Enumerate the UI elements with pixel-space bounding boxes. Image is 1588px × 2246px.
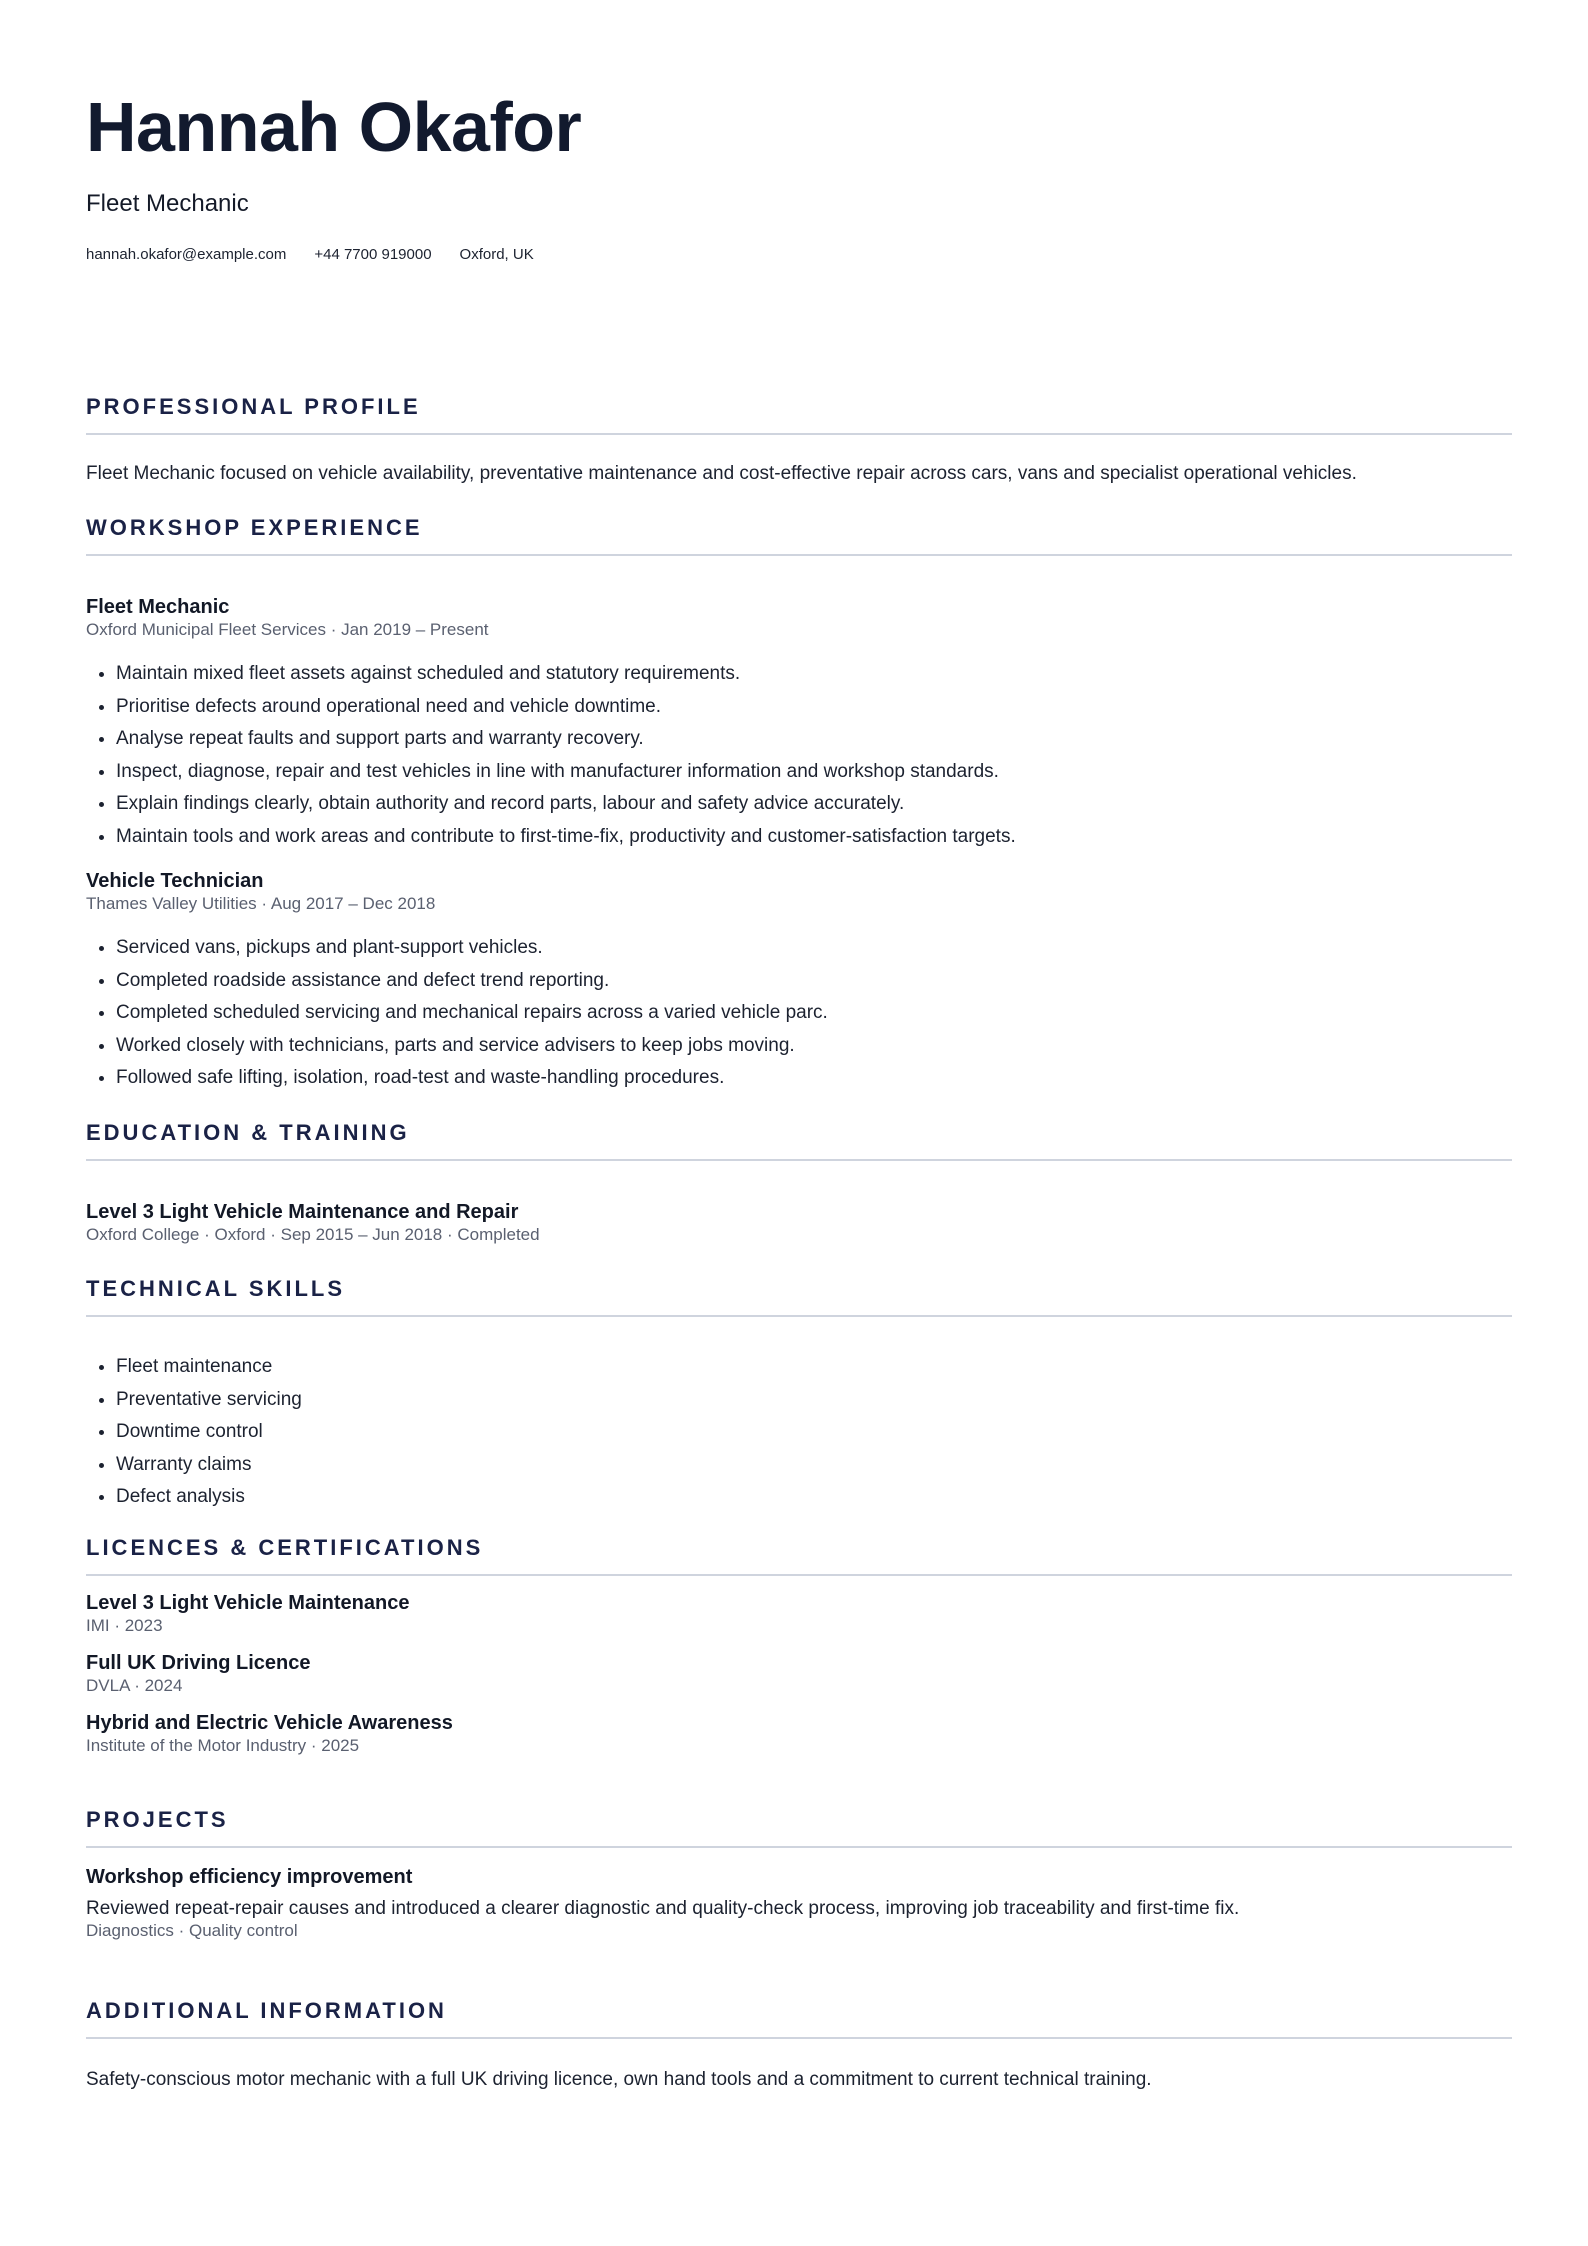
profile-text: Fleet Mechanic focused on vehicle availability, preventative maintenance and cost-effective repair across cars, vans and specialist operational vehicles. [86,463,1357,484]
certification-entry [86,1592,1512,1636]
skill-item: • Preventative servicing [116,1384,1512,1417]
section-education [86,1120,1512,1245]
section-title-skills: TECHNICAL SKILLS [86,1276,346,1301]
section-additional [86,1998,1512,2091]
job-entry [86,596,1512,853]
skill-item: • Warranty claims [116,1449,1512,1482]
section-profile [86,394,1512,485]
skill-item: • Defect analysis [116,1481,1512,1514]
candidate-name: Hannah Okafor [86,88,582,166]
candidate-role: Fleet Mechanic [86,190,249,217]
section-divider [86,554,1512,556]
section-skills [86,1276,1512,1514]
job-bullet: • Maintain mixed fleet assets against scheduled and statutory requirements. [116,658,1512,691]
section-title-education: EDUCATION & TRAINING [86,1120,410,1145]
job-bullets [86,658,1512,853]
certification-title: Full UK Driving Licence [86,1652,311,1674]
job-bullet: • Followed safe lifting, isolation, road-test and waste-handling procedures. [116,1062,1512,1095]
contact-email: hannah.okafor@example.com [86,246,287,263]
job-title: Fleet Mechanic [86,596,230,618]
job-bullet: • Worked closely with technicians, parts and service advisers to keep jobs moving. [116,1030,1512,1063]
section-title-profile: PROFESSIONAL PROFILE [86,394,421,419]
section-divider [86,1315,1512,1317]
contact-location: Oxford, UK [459,246,534,263]
skills-list [86,1351,1512,1514]
certification-meta: Institute of the Motor Industry · 2025 [86,1736,360,1755]
job-bullet: • Prioritise defects around operational need and vehicle downtime. [116,691,1512,724]
project-tags: Diagnostics · Quality control [86,1921,298,1940]
section-title-projects: PROJECTS [86,1807,229,1832]
job-bullet: • Inspect, diagnose, repair and test vehicles in line with manufacturer information and workshop standards. [116,756,1512,789]
section-title-experience: WORKSHOP EXPERIENCE [86,515,423,540]
section-experience [86,515,1512,1095]
section-divider [86,2037,1512,2039]
project-entry [86,1866,1512,1941]
job-title: Vehicle Technician [86,870,264,892]
job-bullet: • Maintain tools and work areas and contribute to first-time-fix, productivity and customer-satisfaction targets. [116,821,1512,854]
certification-title: Level 3 Light Vehicle Maintenance [86,1592,410,1614]
job-bullet: • Explain findings clearly, obtain authority and record parts, labour and safety advice accurately. [116,788,1512,821]
section-projects [86,1807,1512,1941]
project-title: Workshop efficiency improvement [86,1866,413,1888]
section-title-certifications: LICENCES & CERTIFICATIONS [86,1535,484,1560]
contact-phone: +44 7700 919000 [314,246,432,263]
project-description: Reviewed repeat-repair causes and introduced a clearer diagnostic and quality-check process, improving job traceability and first-time fix. [86,1898,1240,1919]
job-entry [86,870,1512,1095]
certification-entry [86,1712,1512,1756]
certification-entry [86,1652,1512,1696]
skill-item: • Downtime control [116,1416,1512,1449]
job-meta: Oxford Municipal Fleet Services · Jan 2019 – Present [86,620,489,639]
additional-text: Safety-conscious motor mechanic with a full UK driving licence, own hand tools and a commitment to current technical training. [86,2069,1152,2090]
education-entry [86,1201,1512,1245]
contact-line [86,246,534,263]
job-bullets [86,932,1512,1095]
certification-meta: DVLA · 2024 [86,1676,183,1695]
job-meta: Thames Valley Utilities · Aug 2017 – Dec 2018 [86,894,436,913]
job-bullet: • Completed roadside assistance and defect trend reporting. [116,965,1512,998]
skill-item: • Fleet maintenance [116,1351,1512,1384]
section-divider [86,1846,1512,1848]
section-title-additional: ADDITIONAL INFORMATION [86,1998,447,2023]
section-divider [86,1574,1512,1576]
job-bullet: • Serviced vans, pickups and plant-support vehicles. [116,932,1512,965]
section-certifications [86,1535,1512,1756]
certification-title: Hybrid and Electric Vehicle Awareness [86,1712,453,1734]
section-divider [86,433,1512,435]
job-bullet: • Analyse repeat faults and support parts and warranty recovery. [116,723,1512,756]
education-meta: Oxford College · Oxford · Sep 2015 – Jun 2018 · Completed [86,1225,540,1244]
job-bullet: • Completed scheduled servicing and mechanical repairs across a varied vehicle parc. [116,997,1512,1030]
education-title: Level 3 Light Vehicle Maintenance and Repair [86,1201,519,1223]
certification-meta: IMI · 2023 [86,1616,163,1635]
section-divider [86,1159,1512,1161]
